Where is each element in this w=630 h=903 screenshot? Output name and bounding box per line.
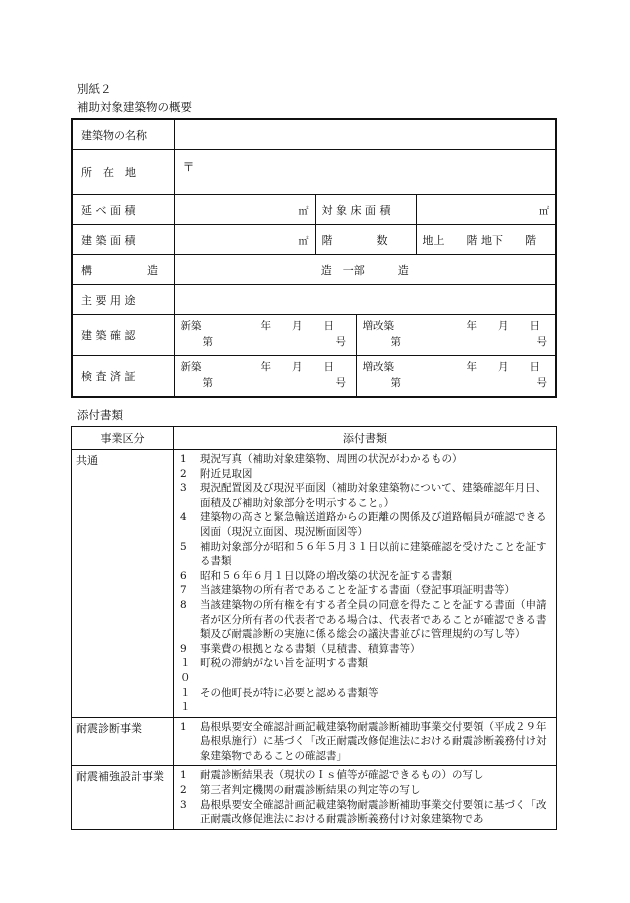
items-common — [174, 450, 557, 718]
attachment-item-number: 6 — [180, 569, 187, 582]
label-address-text: 所 在 地 — [81, 166, 136, 179]
attachment-item — [180, 540, 550, 569]
inspection-ext-no-suffix: 号 — [536, 377, 547, 389]
attachment-item-text: その他町長が特に必要と認める書類等 — [200, 686, 379, 699]
attachment-item-text: 昭和５６年６月１日以降の増改築の状況を証する書類 — [200, 569, 452, 582]
label-floors: 階 数 — [315, 225, 417, 254]
attachment-item — [180, 452, 550, 467]
label-address — [72, 150, 174, 195]
attachment-item — [180, 467, 550, 482]
attachment-item — [180, 481, 550, 510]
attachment-item-number: 9 — [180, 642, 187, 655]
attachment-item — [180, 569, 550, 584]
confirmation-ext-label: 増改築 — [362, 320, 394, 332]
row-inspection — [72, 356, 556, 398]
attachment-item-number: 2 — [180, 467, 187, 480]
confirmation-extension[interactable] — [357, 315, 556, 355]
attachment-item-text: 第三者判定機関の耐震診断結果の判定等の写し — [200, 784, 421, 797]
attachment-item-text: 当該建築物の所有者であることを証する書面（登記事項証明書等） — [200, 584, 515, 597]
row-usage — [72, 285, 556, 315]
attachment-item-text: 現況写真（補助対象建築物、周囲の状況がわかるもの） — [200, 453, 463, 465]
attachment-item — [180, 583, 550, 598]
confirmation-ext-no-suffix: 号 — [536, 336, 547, 348]
attachment-item — [180, 783, 550, 798]
postal-mark: 〒 — [182, 160, 195, 174]
attachment-item — [180, 720, 550, 764]
attachment-item-text: 事業費の根拠となる書類（見積書、積算書等） — [200, 642, 421, 655]
label-building-name: 建築物の名称 — [72, 119, 174, 150]
label-building-area: 建 築 面 積 — [72, 225, 174, 255]
section-common — [72, 450, 557, 718]
attachment-item-number: 8 — [180, 598, 187, 611]
inspection-new-ymd: 年 月 日 — [260, 361, 334, 373]
row-building-name — [72, 119, 556, 150]
unit-floor-area: ㎡ — [298, 206, 309, 217]
inspection-new-label: 新築 — [180, 361, 202, 373]
label-floor-area: 延 べ 面 積 — [72, 195, 174, 225]
attachment-item-number: 5 — [180, 540, 187, 553]
attachment-item — [180, 642, 550, 657]
attachment-item-text: 島根県要安全確認計画記載建築物耐震診断補助事業交付要領（平成２９年島根県施行）に基づく「改正耐震改修促進法における耐震診断義務付け対象建築物であることの確認書」 — [200, 720, 547, 762]
value-target-area[interactable] — [417, 195, 556, 224]
attachment-item-number: 3 — [180, 482, 187, 495]
attachment-item-text: 島根県要安全確認計画記載建築物耐震診断補助事業交付要領に基づく「改正耐震改修促進法における耐震診断義務付け対象建築物であ — [200, 798, 547, 826]
doc-label: 別紙２ — [77, 82, 112, 96]
attachment-item — [180, 798, 550, 827]
attachment-item-text: 附近見取図 — [200, 467, 253, 480]
attachment-item-text: 町税の滞納がない旨を証明する書類 — [200, 657, 368, 670]
confirmation-ext-no-prefix: 第 — [390, 336, 401, 348]
value-building-name[interactable] — [174, 119, 556, 150]
confirmation-new-build[interactable] — [175, 315, 357, 355]
value-building-area[interactable] — [175, 225, 315, 254]
inspection-new-build[interactable] — [175, 356, 357, 396]
row-building-area — [72, 225, 556, 255]
confirmation-new-label: 新築 — [180, 320, 202, 332]
attachment-item-text: 現況配置図及び現況平面図（補助対象建築物について、建築確認年月日、面積及び補助対象部分を明示すること。） — [200, 482, 547, 509]
value-structure[interactable]: 造 一部 造 — [174, 255, 556, 285]
confirmation-new-no-prefix: 第 — [202, 336, 213, 348]
category-seismic-diagnosis: 耐震診断事業 — [72, 717, 174, 766]
attachment-item — [180, 656, 550, 685]
header-docs: 添付書類 — [174, 427, 557, 450]
confirmation-new-no-suffix: 号 — [335, 336, 346, 348]
category-reinforcement-design: 耐震補強設計事業 — [72, 766, 174, 829]
value-usage[interactable] — [174, 285, 556, 315]
confirmation-new-ymd: 年 月 日 — [260, 320, 334, 332]
row-structure — [72, 255, 556, 285]
label-usage: 主 要 用 途 — [72, 285, 174, 315]
attachment-item-number: 3 — [180, 798, 187, 811]
items-reinforcement-design — [174, 766, 557, 829]
attachment-item-number: 2 — [180, 784, 187, 797]
inspection-ext-label: 増改築 — [362, 361, 394, 373]
label-confirmation: 建 築 確 認 — [72, 315, 174, 356]
attachment-item-text: 耐震診断結果表（現状のＩｓ値等が確認できるもの）の写し — [200, 769, 484, 782]
header-category: 事業区分 — [72, 427, 174, 450]
label-target-area: 対 象 床 面 積 — [315, 195, 417, 224]
attachment-item-number: １０ — [180, 657, 191, 684]
inspection-new-no-suffix: 号 — [335, 377, 346, 389]
inspection-ext-ymd: 年 月 日 — [466, 361, 540, 373]
section-reinforcement-design — [72, 766, 557, 829]
attachment-item — [180, 598, 550, 642]
section-seismic-diagnosis — [72, 717, 557, 766]
attachment-item-number: 1 — [180, 720, 187, 733]
attachments-table — [71, 426, 557, 830]
attachments-header-row — [72, 427, 557, 450]
attachment-item-text: 補助対象部分が昭和５６年５月３１日以前に建築確認を受けたことを証する書類 — [200, 540, 547, 568]
row-address — [72, 150, 556, 195]
attachment-item-number: 4 — [180, 511, 187, 524]
confirmation-ext-ymd: 年 月 日 — [466, 320, 540, 332]
row-confirmation — [72, 315, 556, 356]
value-floor-area[interactable] — [175, 195, 315, 224]
category-common: 共通 — [72, 450, 174, 718]
attachment-item — [180, 686, 550, 715]
attachment-item-number: １１ — [180, 686, 191, 714]
attachment-item-text: 建築物の高さと緊急輸送道路からの距離の関係及び道路幅員が確認できる図面（現況立面図、現況断面図等） — [200, 511, 547, 538]
label-structure: 構 造 — [72, 255, 174, 285]
inspection-extension[interactable] — [357, 356, 556, 396]
overview-table — [71, 118, 557, 398]
attachment-item-number: 1 — [180, 453, 187, 465]
attachment-item — [180, 768, 550, 783]
attachment-item-number: 7 — [180, 584, 187, 597]
value-floors[interactable]: 地上 階 地下 階 — [422, 233, 536, 247]
doc-title: 補助対象建築物の概要 — [77, 100, 192, 114]
attachment-item-number: 1 — [180, 769, 187, 782]
attachment-item — [180, 510, 550, 539]
unit-building-area: ㎡ — [298, 236, 309, 247]
label-inspection: 検 査 済 証 — [72, 356, 174, 398]
inspection-new-no-prefix: 第 — [202, 377, 213, 389]
items-seismic-diagnosis — [174, 717, 557, 766]
attachment-item-text: 当該建築物の所有権を有する者全員の同意を得たことを証する書面（申請者が区分所有者の代表者である場合は、代表者であることが確認できる書類及び耐震診断の実施に係る総会の議決書並びに管理規約の写し等） — [200, 598, 547, 641]
attachments-title: 添付書類 — [77, 408, 123, 422]
unit-target-area: ㎡ — [539, 206, 549, 217]
inspection-ext-no-prefix: 第 — [390, 377, 401, 389]
row-floor-area — [72, 195, 556, 225]
value-address[interactable] — [174, 150, 556, 195]
